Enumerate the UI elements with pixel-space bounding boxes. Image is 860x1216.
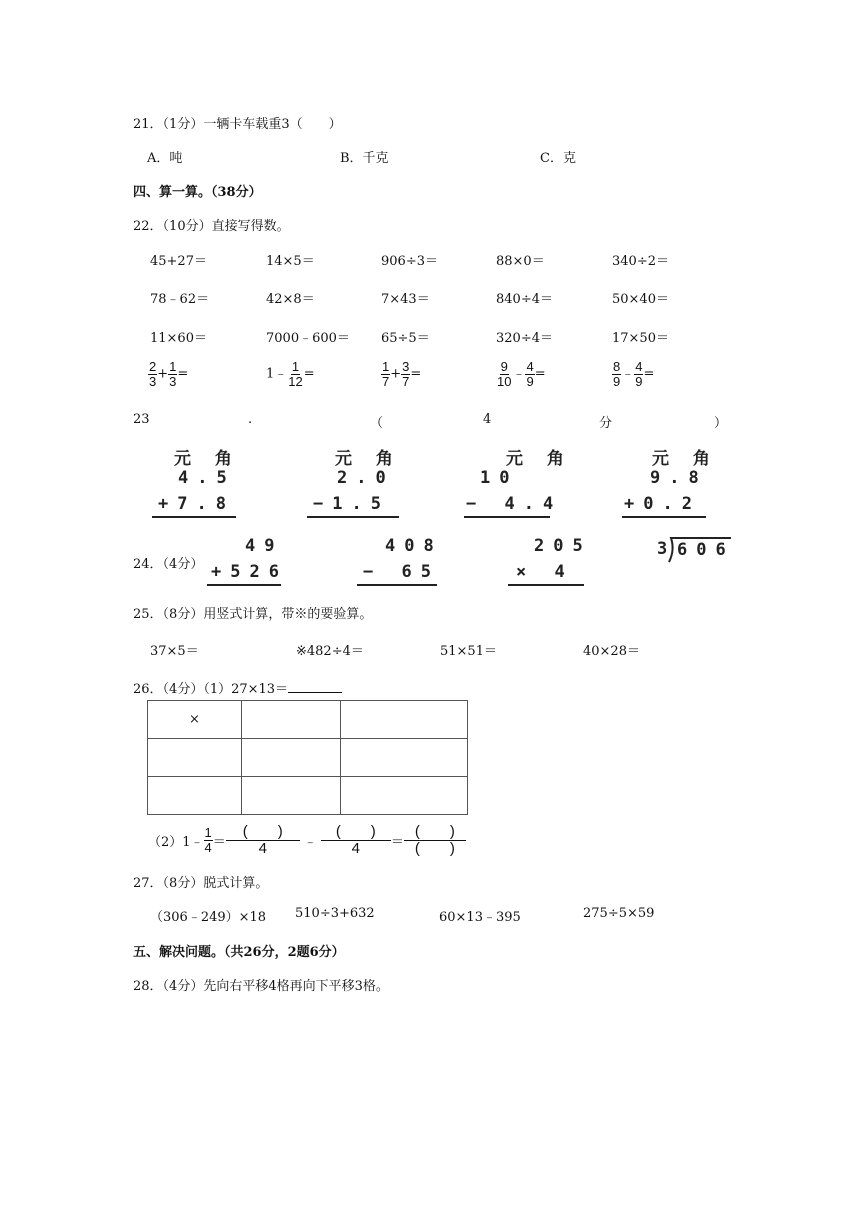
multiplication-grid: [147, 700, 468, 815]
grid-cell[interactable]: [341, 777, 468, 815]
q22-item: 340÷2＝: [612, 254, 669, 269]
q23-score: 4: [483, 412, 492, 427]
q23-block-2: [305, 444, 405, 522]
q22-title: 22．（10分）直接写得数。: [133, 219, 290, 234]
q22-item: 42×8＝: [266, 292, 315, 307]
fraction: $\frac{2}{3}$: [149, 359, 157, 389]
fraction: $\frac{8}{9}$: [613, 359, 621, 389]
q24-label: 24．（4分）: [133, 557, 204, 572]
q25-title: 25．（8分）用竖式计算，带※的要验算。: [133, 607, 373, 622]
q28-title: 28．（4分）先向右平移4格再向下平移3格。: [133, 979, 389, 994]
q24-block-1: [205, 536, 288, 590]
q22-item: 65÷5＝: [381, 331, 430, 346]
vertical-rule: [357, 584, 437, 586]
q23-paren-open: （: [370, 416, 384, 431]
q23-block-3: [462, 444, 573, 522]
q22-item: 320÷4＝: [496, 331, 553, 346]
q22-item: 840÷4＝: [496, 292, 553, 307]
vertical-bottom: − 4.4: [466, 494, 563, 514]
q22-item: 906÷3＝: [381, 254, 438, 269]
q23-block-4: [620, 444, 719, 522]
q22-fraction-item: $\frac{8}{9}$ ﹣ $\frac{4}{9}$ =: [613, 359, 655, 389]
q27-item: 510÷3+632: [295, 906, 375, 921]
grid-cell[interactable]: [148, 739, 242, 777]
q27-item: 275÷5×59: [583, 906, 655, 921]
vertical-rule: [152, 516, 236, 518]
grid-header-cell: ×: [148, 701, 242, 739]
fraction: $\frac{1}{4}$: [204, 824, 212, 855]
q27-title: 27．（8分）脱式计算。: [133, 876, 269, 891]
q22-item: 7000﹣600＝: [266, 331, 350, 346]
fraction: $\frac{3}{7}$: [402, 359, 410, 389]
q24-block-3: [506, 536, 592, 590]
minus: ﹣: [303, 834, 317, 850]
q22-item: 14×5＝: [266, 254, 315, 269]
q23-unit: 分: [599, 416, 613, 431]
vertical-bottom: −1.5: [313, 494, 390, 514]
yuan-jiao-header: 元 角: [506, 449, 573, 469]
grid-cell[interactable]: [242, 701, 341, 739]
q26-title: 26．（4分）（1）27×13＝: [133, 678, 342, 697]
q23-number: 23: [133, 412, 150, 427]
vertical-bottom: +0.2: [624, 494, 701, 514]
vertical-bottom: +526: [211, 562, 288, 582]
q23-paren-close: ）: [714, 416, 728, 431]
fraction: $\frac{1}{7}$: [382, 359, 390, 389]
q22-item: 78﹣62＝: [150, 292, 210, 307]
grid-cell[interactable]: [341, 739, 468, 777]
q27-item: （306﹣249）×18: [150, 910, 267, 925]
grid-cell[interactable]: [242, 739, 341, 777]
q22-item: 7×43＝: [381, 292, 430, 307]
vertical-top: 10: [480, 468, 519, 488]
q22-fraction-item: $\frac{1}{7}$ + $\frac{3}{7}$ =: [382, 359, 422, 389]
grid-cell[interactable]: [242, 777, 341, 815]
q21-title: 21．（1分）一辆卡车载重3（ ）: [133, 117, 342, 132]
q21-option-b: B．千克: [340, 151, 389, 166]
vertical-top: 205: [534, 536, 592, 556]
vertical-top: 4.5: [178, 468, 236, 488]
q24-long-division: [655, 536, 735, 570]
grid-cell[interactable]: [341, 701, 468, 739]
vertical-bottom: × 4: [516, 562, 574, 582]
yuan-jiao-header: 元 角: [174, 449, 241, 469]
q23-dot: .: [248, 412, 253, 427]
section-4-title: 四、算一算。（38分）: [133, 185, 262, 200]
fraction: $\frac{1}{3}$: [169, 359, 177, 389]
q25-item: 37×5＝: [150, 644, 199, 659]
fraction: $\frac{4}{9}$: [526, 359, 534, 389]
q27-item: 60×13﹣395: [439, 910, 521, 925]
q25-item: 51×51＝: [440, 644, 497, 659]
q25-item: 40×28＝: [583, 644, 640, 659]
blank-fraction: $\frac{( )}{4}$: [321, 824, 391, 857]
q22-fraction-item: $\frac{2}{3}$ + $\frac{1}{3}$ =: [149, 359, 189, 389]
q26-part2: [148, 820, 466, 860]
vertical-bottom: +7.8: [158, 494, 235, 514]
q22-item: 88×0＝: [496, 254, 545, 269]
q24-block-2: [355, 536, 445, 590]
fraction: $\frac{1}{12}$: [288, 359, 303, 389]
q22-item: 45+27＝: [150, 254, 207, 269]
yuan-jiao-header: 元 角: [335, 449, 402, 469]
answer-blank[interactable]: [288, 680, 342, 693]
blank-fraction: $\frac{( )}{4}$: [226, 824, 300, 857]
vertical-top: 49: [245, 536, 284, 556]
part2-label: （2）1﹣: [148, 834, 204, 850]
vertical-bottom: − 65: [363, 562, 440, 582]
equals: ＝: [390, 834, 404, 850]
vertical-rule: [464, 516, 550, 518]
q25-item: ※482÷4＝: [296, 644, 364, 659]
q23-block-1: [150, 444, 240, 522]
q21-option-c: C．克: [540, 151, 576, 166]
grid-cell[interactable]: [148, 777, 242, 815]
yuan-jiao-header: 元 角: [652, 449, 719, 469]
vertical-rule: [207, 584, 281, 586]
divisor: 3: [657, 539, 668, 559]
fraction: $\frac{9}{10}$: [497, 359, 512, 389]
vertical-rule: [307, 516, 399, 518]
section-5-title: 五、解决问题。（共26分，2题6分）: [133, 945, 345, 960]
q22-fraction-item: $\frac{9}{10}$ ﹣ $\frac{4}{9}$ =: [497, 359, 546, 389]
vertical-rule: [622, 516, 706, 518]
dividend: 606: [677, 540, 735, 560]
vertical-top: 408: [385, 536, 443, 556]
vertical-rule: [508, 584, 584, 586]
q22-item: 17×50＝: [612, 331, 669, 346]
vertical-top: 2.0: [337, 468, 395, 488]
q22-fraction-item: 1﹣ $\frac{1}{12}$ =: [266, 359, 315, 389]
vertical-top: 9.8: [650, 468, 708, 488]
blank-fraction: $\frac{( )}{( )}$: [404, 824, 466, 857]
q22-item: 11×60＝: [150, 331, 207, 346]
equals: ＝: [212, 834, 226, 850]
q21-option-a: A．吨: [147, 151, 183, 166]
q22-item: 50×40＝: [612, 292, 669, 307]
fraction: $\frac{4}{9}$: [635, 359, 643, 389]
